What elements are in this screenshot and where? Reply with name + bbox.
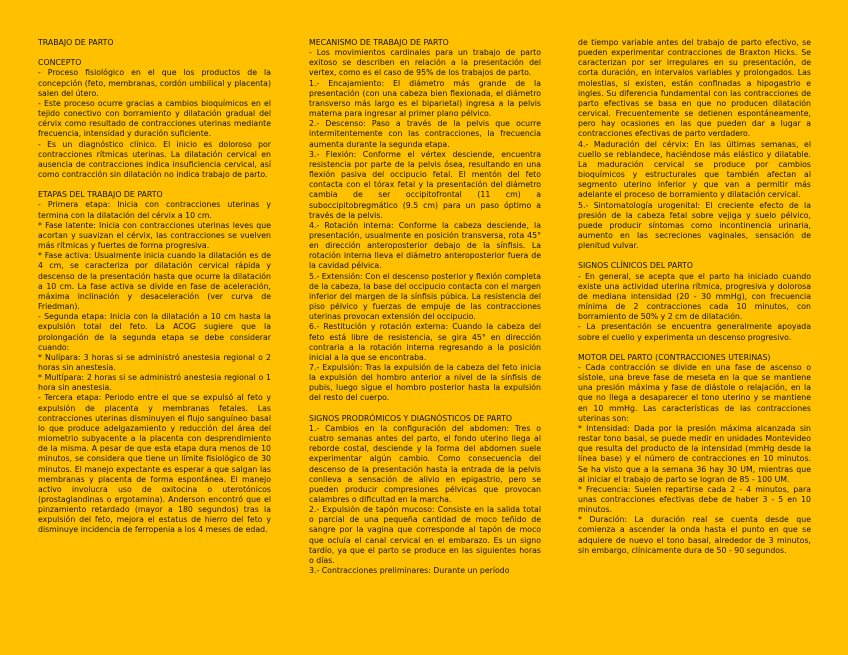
concepto-paragraph: - Proceso fisiológico en el que los productos de la concepción (feto, membranas, cordón umbilical y placenta) salen del útero. (38, 68, 271, 98)
column-1 (38, 38, 271, 536)
concepto-paragraph: - Es un diagnóstico clínico. El inicio es doloroso por contracciones rítmicas uterinas. La dilatación cervical en ausencia de contracciones indica insuficiencia cervical, así como contracción sin dilatación no indica trabajo de parto. (38, 139, 271, 180)
mecanismo-paragraph: 6.- Restitución y rotación externa: Cuando la cabeza del feto está libre de resistencia, se gira 45° en dirección contraria a la rotación interna regresando a la posición inicial a la que se encontraba. (309, 322, 541, 362)
signos-paragraph: 1.- Cambios en la configuración del abdomen: Tres o cuatro semanas antes del parto, el fondo uterino llega al reborde costal, desciende y la forma del abdomen suele experimentar algún cambio. Como consecuencia del descenso de la presentación hasta la entrada de la pelvis conlleva a sensación de alivio en epigastrio, pero se pueden producir compresiones pélvicas que provocan calambres o dificultad en la marcha. (309, 423, 541, 505)
motor-paragraph: * Duración: La duración real se cuenta desde que comienza a ascender la onda hasta el punto en que se adquiere de nuevo el tono basal, alrededor de 3 minutos, sin embargo, clínicamente dura de 50 - 90 segundos. (578, 515, 811, 555)
mecanismo-paragraph: 5.- Extensión: Con el descenso posterior y flexión completa de la cabeza, la base del occipucio contacta con el margen inferior del margen de la sínfisis púbica. La resistencia del piso pélvico y fuerzas de empuje de las contracciones uterinas provocan extensión del occipucio. (309, 271, 541, 322)
continuation-paragraph: 5.- Sintomatología urogenital: El creciente efecto de la presión de la cabeza fetal sobre vejiga y suelo pélvico, puede producir síntomas como incontinencia urinaria, aumento en las secreciones vaginales, sensación de plenitud vulvar. (578, 200, 811, 251)
mecanismo-paragraph: 1.- Encajamiento: El diámetro más grande de la presentación (con una cabeza bien flexionada, el diámetro transverso más largo es el biparietal) ingresa a la pelvis materna para ingresar al primer plano pélvico. (309, 78, 541, 119)
signos-heading: SIGNOS PRODRÓMICOS Y DIAGNÓSTICOS DE PARTO (309, 413, 513, 423)
continuation-paragraph: 4.- Maduración del cérvix: En las últimas semanas, el cuello se reblandece, haciéndose más elástico y dilatable. La maduración cervical se produce por cambios bioquímicos y estructurales que también afectan al segmento uterino inferior y que van a permitir más adelante el proceso de borramiento y dilatación cervical. (578, 139, 811, 200)
motor-heading: MOTOR DEL PARTO (CONTRACCIONES UTERINAS) (578, 352, 771, 362)
etapas-paragraph: - Tercera etapa: Periodo entre el que se expulsó al feto y expulsión de placenta y membranas fetales. Las contracciones uterinas disminuyen el flujo sanguíneo basal lo que produce adelgazamiento y reducción del área del miometrio subyacente a la placenta con desprendimiento de la misma. A pesar de que esta etapa dura menos de 10 minutos, se considera que tiene un límite fisiológico de 30 minutos. El manejo expectante es esperar a que salgan las membranas y placenta de forma espontánea. El manejo activo involucra uso de oxitocina o uterotónicos (prostaglandinas o ergotamina). Anderson encontró que el pinzamiento retardado (mayor a 180 segundos) tras la expulsión del feto, mejora el estatus de hierro del feto y disminuye incidencia de ferropenia a los 4 meses de edad. (38, 393, 271, 535)
etapas-heading: ETAPAS DEL TRABAJO DE PARTO (38, 190, 163, 200)
etapas-paragraph: * Nulípara: 3 horas si se administró anestesia regional o 2 horas sin anestesia. (38, 352, 271, 372)
continuation-paragraph: de tiempo variable antes del trabajo de parto efectivo, se pueden experimentar contracciones de Braxton Hicks. Se caracterizan por ser irregulares en su presentación, de corta duración, en intervalos variables y prolongados. Las molestias, si existen, están confinadas a hipogastrio e ingles. Su diferencia fundamental con las contracciones de parto efectivas se basa en que no producen dilatación cervical. Frecuentemente se detienen espontáneamente, pero hay ocasiones en las que pueden dar a lugar a contracciones efectivas de parto verdadero. (578, 38, 811, 139)
signos-paragraph: 3.- Contracciones preliminares: Durante un período (309, 566, 510, 576)
concepto-paragraph: - Este proceso ocurre gracias a cambios bioquímicos en el tejido conectivo con borramiento y dilatación gradual del cérvix como resultado de contracciones uterinas mediante frecuencia, intensidad y duración suficiente. (38, 98, 271, 139)
mecanismo-paragraph: 2.- Descenso: Paso a través de la pelvis que ocurre intermitentemente con las contracciones, la frecuencia aumenta durante la segunda etapa. (309, 119, 541, 149)
mecanismo-paragraph: 3.- Flexión: Conforme el vértex desciende, encuentra resistencia por parte de la pelvis ósea, resultando en una flexión pasiva del occipucio fetal. El mentón del feto contacta con el tórax fetal y la presentación del diámetro cambia de ser occipitofrontal (11 cm) a suboccipitobregmático (9.5 cm) para un paso óptimo a través de la pelvis. (309, 149, 541, 220)
etapas-paragraph: - Primera etapa: Inicia con contracciones uterinas y termina con la dilatación del cérvix a 10 cm. (38, 200, 271, 220)
mecanismo-heading: MECANISMO DE TRABAJO DE PARTO (309, 38, 449, 47)
etapas-paragraph: * Fase activa: Usualmente inicia cuando la dilatación es de 4 cm, se caracteriza por dilatación cervical rápida y descenso de la presentación hasta que ocurre la dilatación a 10 cm. La fase activa se divide en fase de aceleración, máxima inclinación y desaceleración (ver curva de Friedman). (38, 251, 271, 312)
column-2 (309, 38, 541, 576)
mecanismo-paragraph: - Los movimientos cardinales para un trabajo de parto exitoso se describen en relación a la presentación del vertex, como es el caso de 95% de los trabajos de parto. (309, 48, 541, 78)
etapas-paragraph: * Multípara: 2 horas si se administró anestesia regional o 1 hora sin anestesia. (38, 373, 271, 393)
concepto-heading: CONCEPTO (38, 58, 82, 68)
mecanismo-paragraph: 7.- Expulsión: Tras la expulsión de la cabeza del feto inicia la expulsión del hombro anterior a nivel de la sínfisis de pubis, luego sigue el hombro posterior hasta la expulsión del resto del cuerpo. (309, 363, 541, 403)
document-title: TRABAJO DE PARTO (38, 38, 114, 47)
mecanismo-paragraph: 4.- Rotación interna: Conforme la cabeza desciende, la presentación, usualmente en posición transversa, rota 45° en dirección anteroposterior debajo de la sínfisis. La rotación interna lleva el diámetro anteroposterior fuera de la cavidad pélvica. (309, 220, 541, 271)
motor-paragraph: * Intensidad: Dada por la presión máxima alcanzada sin restar tono basal, se puede medir en unidades Montevideo que resulta del producto de la intensidad (mmHg desde la línea base) y el número de contracciones en 10 minutos. Se ha visto que a la semana 36 hay 30 UM, mientras que al iniciar el trabajo de parto se logran de 85 - 100 UM. (578, 423, 811, 484)
signos-paragraph: 2.- Expulsión de tapón mucoso: Consiste en la salida total o parcial de una pequeña cantidad de moco teñido de sangre por la vagina que corresponde al tapón de moco que ocluía el canal cervical en el embarazo. Es un signo tardío, ya que el parto se produce en las siguientes horas o días. (309, 505, 541, 565)
clinicos-heading: SIGNOS CLÍNICOS DEL PARTO (578, 261, 693, 271)
clinicos-paragraph: - En general, se acepta que el parto ha iniciado cuando existe una actividad uterina rítmica, progresiva y dolorosa de mediana intensidad (20 - 30 mmHg), con frecuencia mínima de 2 contracciones cada 10 minutos, con borramiento de 50% y 2 cm de dilatación. (578, 271, 811, 322)
column-3 (578, 38, 811, 556)
clinicos-paragraph: - La presentación se encuentra generalmente apoyada sobre el cuello y experimenta un descenso progresivo. (578, 322, 811, 342)
etapas-paragraph: - Segunda etapa: Inicia con la dilatación a 10 cm hasta la expulsión total del feto. La ACOG sugiere que la prolongación de la segunda etapa se debe considerar cuando: (38, 312, 271, 352)
motor-paragraph: * Frecuencia: Suelen repartirse cada 2 - 4 minutos, para unas contracciones efectivas debe de haber 3 - 5 en 10 minutos. (578, 484, 811, 515)
etapas-paragraph: * Fase latente: Inicia con contracciones uterinas leves que acortan y suavizan el cérvix, las contracciones se vuelven más rítmicas y fuertes de forma progresiva. (38, 220, 271, 251)
motor-paragraph: - Cada contracción se divide en una fase de ascenso o sístole, una breve fase de meseta en la que se mantiene una presión máxima y fase de diástole o relajación, en la que no llega a desaparecer el tono uterino y se mantiene en 10 mmHg. Las características de las contracciones uterinas son: (578, 362, 811, 423)
